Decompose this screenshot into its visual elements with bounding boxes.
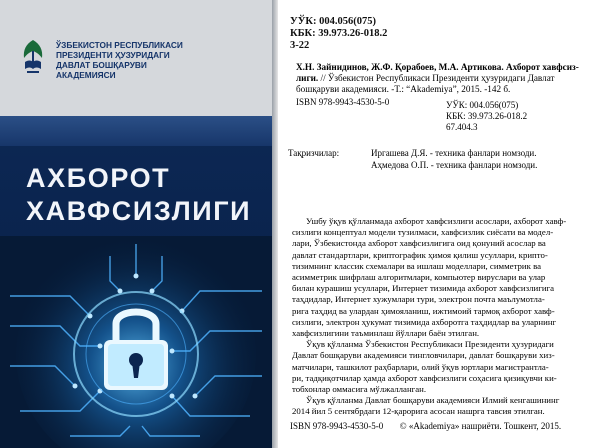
udk-code: УЎК: 004.056(075): [446, 100, 519, 110]
page-fold-shadow: [272, 0, 278, 448]
biblio-bold: лиги.: [296, 73, 319, 83]
biblio-line: [296, 62, 594, 73]
annotation-line: сизлиги, электрон ҳукумат тизимида ахборотга таҳдидлар ва уларнинг: [292, 316, 557, 327]
annotation-line: Ушбу ўқув қўлланмада ахборот хавфсизлиги асослари, ахборот хавф-: [306, 216, 567, 226]
publisher-line: © «Akademiya» нашриёти. Тошкент, 2015.: [399, 421, 562, 431]
biblio-text: // Ўзбекистон Республикаси Президенти ҳузуридаги Давлат: [318, 73, 555, 83]
annotation-line: ри, тадқиқотчилар ҳамда ахборот хавфсизлиги соҳасига қизиқувчи ки-: [292, 372, 557, 383]
book-cover: [0, 0, 272, 448]
cover-band: [0, 116, 272, 146]
academy-name: [56, 40, 206, 80]
annotation-line: таҳдидлар, Интернет хужумлари тури, электрон почта маълумотла-: [292, 294, 545, 305]
annotation-line: тобхонлар оммасига мўлжалланган.: [292, 384, 427, 395]
org-line: ЎЗБЕКИСТОН РЕСПУБЛИКАСИ: [56, 40, 183, 50]
kbk-code: КБК: 39.973.26-018.2: [290, 28, 388, 39]
author-mark: 3-22: [290, 40, 310, 51]
annotation-line: матчилари, ташкилот раҳбарлари, олий ўқув юртлари магистрантла-: [292, 361, 549, 372]
annotation-line: Ўқув қўлланма Ўзбекистон Республикаси Президенти ҳузуридаги: [306, 339, 554, 350]
annotation-line: хавфсизлигини таъминлаш йўллари баён этилган.: [292, 328, 480, 339]
academy-emblem-icon: [18, 38, 48, 76]
udk-classification-right: [446, 100, 527, 133]
padlock-circuit-icon: [0, 236, 272, 448]
annotation: [292, 216, 594, 418]
title-line-2: ХАВФСИЗЛИГИ: [26, 196, 252, 226]
biblio-text: бошқаруви академияси. -Т.: “Akademiya”, 2015. -142 б.: [296, 84, 511, 94]
reviewer-2: Аҳмедова О.П. - техника фанлари номзоди.: [371, 159, 538, 170]
annotation-line: 2014 йил 5 сентябрдаги 12-қарорига асосан нашрга тавсия этилган.: [292, 406, 545, 417]
annotation-line: асимметрик шифрлаш алгоритмлари, компьютер вируслари ва улар: [292, 272, 546, 283]
annotation-line: лари, Ўзбекистонда ахборот хавфсизлигига оид қонуний асослар ва: [292, 238, 546, 249]
biblio-line: [296, 84, 594, 95]
biblio-bold: Х.Н. Зайнидинов, Ж.Ф. Қорабоев, М.А. Артикова. Ахборот хавфсиз-: [296, 62, 579, 72]
udk-code: УЎК: 004.056(075): [290, 16, 377, 27]
annotation-line: рига таҳдид ва улардан ҳимояланиш, ижтимоий тармоқ ахборот хавф-: [292, 305, 555, 316]
annotation-line: сизлиги концептуал модели тузилмаси, хавфсизлик сиёсати ва модел-: [292, 227, 554, 238]
reviewer-1: Иргашева Д.Я. - техника фанлари номзоди.: [371, 148, 537, 158]
org-line: АКАДЕМИЯСИ: [56, 70, 116, 80]
annotation-line: тизимнинг классик схемалари ва ишлаш моделлари, симметрик ва: [292, 260, 542, 271]
annotation-line: давлат стандартлари, криптографик ҳимоя қилиш усуллари, крипто-: [292, 249, 548, 260]
biblio-line: [296, 73, 594, 84]
org-line: ДАВЛАТ БОШҚАРУВИ: [56, 60, 147, 70]
isbn-top: ISBN 978-9943-4530-5-0: [296, 97, 390, 107]
kbk-code: КБК: 39.973.26-018.2: [446, 111, 528, 121]
bibliographic-record: [296, 62, 594, 95]
reviewers-block: [288, 148, 538, 170]
reviewers-label: Тақризчилар:: [288, 148, 340, 158]
bottom-isbn: ISBN 978-9943-4530-5-0: [290, 421, 384, 431]
bbk-code: 67.404.3: [446, 122, 478, 132]
book-title: [26, 162, 266, 228]
org-line: ПРЕЗИДЕНТИ ҲУЗУРИДАГИ: [56, 50, 170, 60]
annotation-line: Ўқув қўлланма Давлат бошқаруви академияси Илмий кенгашининг: [306, 395, 560, 406]
imprint-footer: [290, 421, 561, 431]
annotation-line: Давлат бошқаруви академияси тингловчилари, давлат бошқаруви хиз-: [292, 350, 555, 361]
annotation-line: билан курашиш усуллари, Интернет тизимида ахборот хавфсизлигига: [292, 283, 555, 294]
title-line-1: АХБОРОТ: [26, 163, 171, 193]
udk-classification-head: [290, 16, 387, 52]
